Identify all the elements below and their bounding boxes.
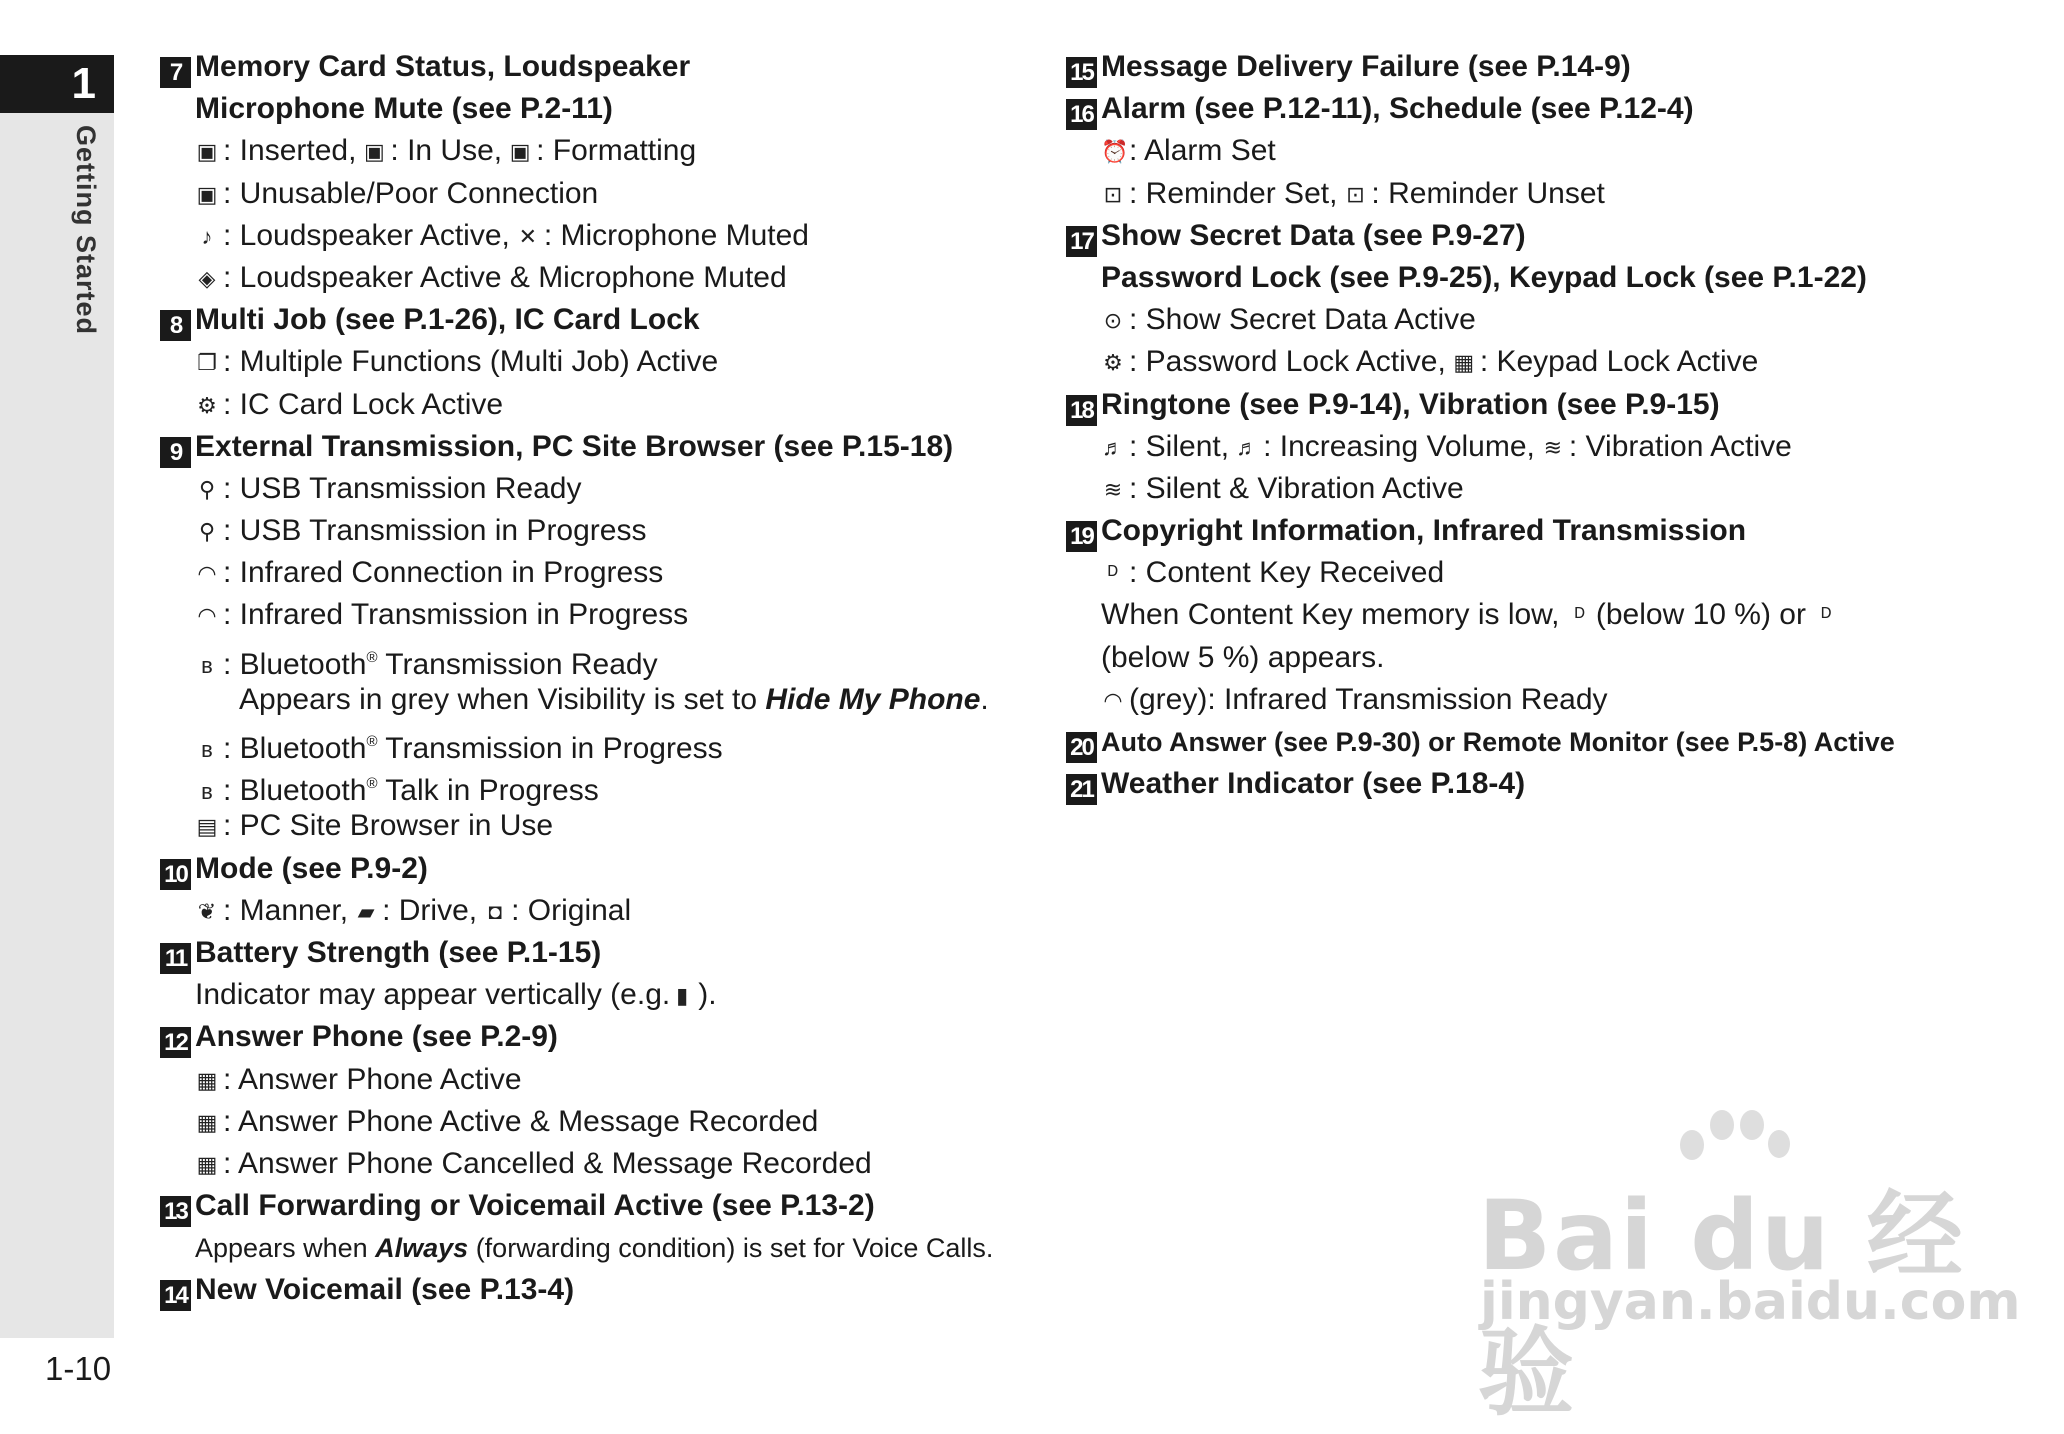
list-item: ◈ : Loudspeaker Active & Microphone Muted xyxy=(160,257,1040,299)
section-heading: 9 External Transmission, PC Site Browser (see P.15-18) xyxy=(160,426,1040,468)
list-item: ≋ : Silent & Vibration Active xyxy=(1066,468,1986,510)
right-column xyxy=(1066,46,1986,805)
section-number: 12 xyxy=(160,1027,191,1058)
list-item: ▦ : Answer Phone Cancelled & Message Recorded xyxy=(160,1143,1040,1185)
chapter-title: Getting Started xyxy=(71,125,101,336)
page-number: 1-10 xyxy=(45,1350,112,1387)
section-heading: 20 Auto Answer (see P.9-30) or Remote Monitor (see P.5-8) Active xyxy=(1066,721,1986,763)
section-heading: 12 Answer Phone (see P.2-9) xyxy=(160,1016,1040,1058)
section-number: 8 xyxy=(160,310,191,341)
list-item: ◠ : Infrared Connection in Progress xyxy=(160,552,1040,594)
section-heading: 8 Multi Job (see P.1-26), IC Card Lock xyxy=(160,299,1040,341)
list-item: ⏰: Alarm Set xyxy=(1066,130,1986,172)
list-item: ⚙ : Password Lock Active, ▦ : Keypad Lock Active xyxy=(1066,341,1986,383)
list-item: Indicator may appear vertically (e.g. ▮ ). xyxy=(160,974,1040,1016)
watermark xyxy=(1470,1160,2021,1429)
answer-phone-cancelled-icon: ▦ xyxy=(196,1151,218,1177)
list-item: ⚲ : USB Transmission Ready xyxy=(160,468,1040,510)
mic-muted-icon: ✕ xyxy=(518,223,538,249)
section-number: 16 xyxy=(1066,99,1097,130)
list-note: Appears in grey when Visibility is set to Hide My Phone. xyxy=(239,682,989,716)
section-number: 15 xyxy=(1066,57,1097,88)
section-heading: 18 Ringtone (see P.9-14), Vibration (see P.9-15) xyxy=(1066,384,1986,426)
section-number: 14 xyxy=(160,1280,191,1311)
list-item: ♪ : Loudspeaker Active, ✕ : Microphone Muted xyxy=(160,215,1040,257)
section-heading: 17 Show Secret Data (see P.9-27) xyxy=(1066,215,1986,257)
section-number: 7 xyxy=(160,57,191,88)
section-heading: 11 Battery Strength (see P.1-15) xyxy=(160,932,1040,974)
multi-job-icon: ❐ xyxy=(197,350,217,376)
memory-card-error-icon: ▣ xyxy=(196,181,218,207)
memory-card-inuse-icon: ▣ xyxy=(364,139,385,165)
watermark-brand: Bai du 经验 xyxy=(1478,1180,1965,1429)
chapter-number: 1 xyxy=(0,55,114,113)
list-item: ᴰ : Content Key Received xyxy=(1066,552,1986,594)
section-number: 19 xyxy=(1066,521,1097,552)
silent-vibration-icon: ≋ xyxy=(1103,476,1123,502)
list-item: ⊡ : Reminder Set, ⊡ : Reminder Unset xyxy=(1066,173,1986,215)
section-heading: 13 Call Forwarding or Voicemail Active (see P.13-2) xyxy=(160,1185,1040,1227)
drm-low-10-icon: ᴰ xyxy=(1574,603,1585,629)
answer-phone-recorded-icon: ▦ xyxy=(196,1109,218,1135)
list-item: ʙ : Bluetooth® Transmission Ready xyxy=(160,637,1040,679)
secret-data-icon: ⊙ xyxy=(1103,308,1123,334)
list-item: ◠ : Infrared Transmission in Progress xyxy=(160,594,1040,636)
list-item: ʙ : Bluetooth® Transmission in Progress xyxy=(160,721,1040,763)
drm-key-icon: ᴰ xyxy=(1108,561,1118,587)
section-heading: 19 Copyright Information, Infrared Transmission xyxy=(1066,510,1986,552)
loudspeaker-icon: ♪ xyxy=(201,223,213,249)
pc-browser-icon: ▤ xyxy=(196,814,218,840)
section-number: 20 xyxy=(1066,732,1097,763)
list-item: ⚲ : USB Transmission in Progress xyxy=(160,510,1040,552)
list-item: ❦ : Manner, ▰ : Drive, ◘ : Original xyxy=(160,890,1040,932)
drive-mode-icon: ▰ xyxy=(357,898,375,924)
section-heading: 21 Weather Indicator (see P.18-4) xyxy=(1066,763,1986,805)
drm-low-5-icon: ᴰ xyxy=(1821,603,1832,629)
list-item: ʙ : Bluetooth® Talk in Progress xyxy=(160,763,1040,805)
list-item: ▣ : Inserted, ▣ : In Use, ▣ : Formatting xyxy=(160,130,1040,172)
section-heading-cont: Password Lock (see P.9-25), Keypad Lock (see P.1-22) xyxy=(1101,260,1867,294)
list-note: Appears when Always (forwarding condition) is set for Voice Calls. xyxy=(195,1233,994,1264)
usb-progress-icon: ⚲ xyxy=(198,519,216,545)
usb-ready-icon: ⚲ xyxy=(198,476,216,502)
section-heading: 7 Memory Card Status, Loudspeaker xyxy=(160,46,1040,88)
section-number: 10 xyxy=(160,859,191,890)
memory-card-format-icon: ▣ xyxy=(509,139,531,165)
ic-card-lock-icon: ⚙ xyxy=(197,392,217,418)
infrared-connection-icon: ◠ xyxy=(197,561,217,587)
increasing-volume-icon: ♬ xyxy=(1236,434,1259,460)
list-item: ⊙ : Show Secret Data Active xyxy=(1066,299,1986,341)
section-heading: 14 New Voicemail (see P.13-4) xyxy=(160,1269,1040,1311)
list-item: ▤ : PC Site Browser in Use xyxy=(160,805,1040,847)
section-heading-cont: Microphone Mute (see P.2-11) xyxy=(195,92,613,126)
bluetooth-talk-icon: ʙ xyxy=(201,779,213,805)
password-lock-icon: ⚙ xyxy=(1103,350,1123,376)
list-item: ▣ : Unusable/Poor Connection xyxy=(160,173,1040,215)
section-number: 21 xyxy=(1066,774,1097,805)
section-number: 18 xyxy=(1066,395,1097,426)
section-number: 9 xyxy=(160,437,191,468)
loudspeaker-mic-muted-icon: ◈ xyxy=(198,265,216,291)
left-column xyxy=(160,46,1040,1312)
section-number: 11 xyxy=(160,943,191,974)
list-note: (below 5 %) appears. xyxy=(1101,640,1385,674)
list-item: ❐ : Multiple Functions (Multi Job) Active xyxy=(160,341,1040,383)
bluetooth-ready-icon: ʙ xyxy=(201,652,213,678)
keypad-lock-icon: ▦ xyxy=(1453,350,1475,376)
bluetooth-progress-icon: ʙ xyxy=(201,737,213,762)
list-item: ⚙ : IC Card Lock Active xyxy=(160,384,1040,426)
watermark-site: jingyan.baidu.com xyxy=(1480,1272,2021,1332)
section-number: 17 xyxy=(1066,226,1097,257)
section-heading: 15 Message Delivery Failure (see P.14-9) xyxy=(1066,46,1986,88)
section-number: 13 xyxy=(160,1196,191,1227)
battery-vertical-icon: ▮ xyxy=(676,983,689,1009)
original-mode-icon: ◘ xyxy=(488,898,502,924)
alarm-icon: ⏰ xyxy=(1101,139,1129,165)
list-item: ▦ : Answer Phone Active & Message Recorded xyxy=(160,1101,1040,1143)
silent-icon: ♬ xyxy=(1102,434,1124,460)
list-item: ♬ : Silent, ♬ : Increasing Volume, ≋ : Vibration Active xyxy=(1066,426,1986,468)
list-note: When Content Key memory is low, ᴰ (below 10 %) or ᴰ xyxy=(1066,594,1986,636)
infrared-ready-icon: ◠ xyxy=(1103,687,1123,713)
manner-mode-icon: ❦ xyxy=(197,898,217,924)
memory-card-icon: ▣ xyxy=(196,139,218,165)
section-heading: 10 Mode (see P.9-2) xyxy=(160,848,1040,890)
reminder-unset-icon: ⊡ xyxy=(1346,181,1365,207)
vibration-icon: ≋ xyxy=(1543,434,1563,460)
reminder-set-icon: ⊡ xyxy=(1103,181,1123,207)
list-item: ▦ : Answer Phone Active xyxy=(160,1059,1040,1101)
answer-phone-icon: ▦ xyxy=(196,1067,218,1093)
list-item: ◠ (grey): Infrared Transmission Ready xyxy=(1066,679,1986,721)
infrared-transmission-icon: ◠ xyxy=(197,603,217,629)
section-heading: 16 Alarm (see P.12-11), Schedule (see P.12-4) xyxy=(1066,88,1986,130)
